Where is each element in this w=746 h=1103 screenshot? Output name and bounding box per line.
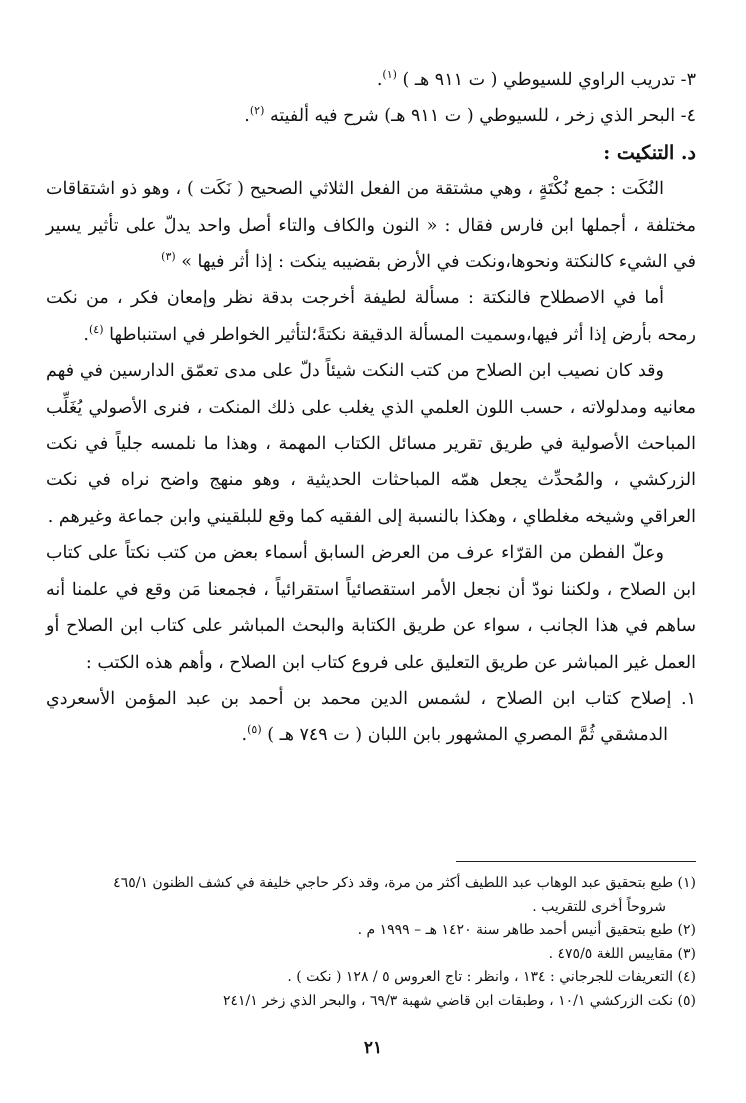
paragraph-2	[46, 280, 696, 353]
footnote-5: (٥) نكت الزركشي ١٠/١ ، وطبقات ابن قاضي شهبة ٦٩/٣ ، والبحر الذي زخر ٢٤١/١	[222, 992, 696, 1009]
paragraph-4: وعلّ الفطن من القرّاء عرف من العرض السابق أسماء بعض من كتب نكتاً على كتاب ابن الصلاح ، ولكننا نودّ أن نجعل الأمر استقصائياً استقرائياً ، فجمعنا مَن وقع في علمنا أنه ساهم في هذا الجانب ، سواء عن طريق الكتابة والبحث المباشر على كتاب ابن الصلاح أو العمل غير المباشر عن طريق التعليق على فروع كتاب ابن الصلاح ، وأهم هذه الكتب :	[46, 543, 696, 673]
footnote-2: (٢) طبع بتحقيق أنيس أحمد طاهر سنة ١٤٢٠ هـ – ١٩٩٩ م .	[357, 922, 696, 939]
list-item-1-text: ١. إصلاح كتاب ابن الصلاح ، لشمس الدين محمد بن أحمد بن عبد المؤمن الأسعردي الدمشقي ثُمَّ المصري المشهور بابن اللبان ( ت ٧٤٩ هـ )	[46, 688, 696, 746]
footnote-divider	[456, 861, 696, 862]
footnote-ref-4[interactable]: (٤)	[88, 323, 104, 337]
paragraph-3: وقد كان نصيب ابن الصلاح من كتب النكت شيئاً دلّ على مدى تعمّق الدارسين في فهم معانيه ومدلولاته ، حسب اللون العلمي الذي يغلب على ذلك المنكت ، فنرى الأصولي يُغَلِّب المباحث الأصولية في طريق تقرير مسائل الكتاب المهمة ، وهذا ما نلمسه جلياً في نكت الزركشي ، والمُحدِّث يجعل همّه المباحثات الحديثية ، وهو منهج واضح نراه في نكت العراقي وشيخه مغلطاي ، وهكذا بالنسبة إلى الفقيه كما وقع للبلقيني وابن جماعة وغيرهم .	[46, 361, 696, 527]
footnotes	[46, 872, 696, 1014]
main-text	[46, 62, 696, 754]
footnote-ref-2[interactable]: (٢)	[249, 104, 265, 118]
footnote-ref-1[interactable]: (١)	[382, 68, 397, 82]
footnote-1-continued: شروحاً أخرى للتقريب .	[532, 898, 666, 915]
list-item-3	[46, 62, 696, 98]
paragraph-1	[46, 171, 696, 280]
footnote-1: (١) طبع بتحقيق عبد الوهاب عبد اللطيف أكثر من مرة، وقد ذكر حاجي خليفة في كشف الظنون ٤٦٥/١	[113, 875, 696, 891]
list-item-3-end: .	[376, 70, 383, 90]
page-number: ٢١	[363, 1038, 383, 1058]
footnote-ref-3[interactable]: (٣)	[161, 250, 176, 264]
paragraph-2-end: .	[83, 324, 89, 345]
section-heading: د. التنكيت :	[603, 141, 696, 164]
list-item-4-end: .	[244, 106, 250, 127]
list-item-1-end: .	[241, 725, 248, 746]
list-item-3-text: ٣- تدريب الراوي للسيوطي ( ت ٩١١ هـ )	[396, 70, 696, 90]
paragraph-2-text: أما في الاصطلاح فالنكتة : مسألة لطيفة أخرجت بدقة نظر وإمعان فكر ، من نكت رمحه بأرض إذا أثر فيها،وسميت المسألة الدقيقة نكتةً؛لتأثير الخواطر في استنباطها	[46, 288, 696, 345]
list-item-4-text: ٤- البحر الذي زخر ، للسيوطي ( ت ٩١١ هـ) شرح فيه ألفيته	[264, 106, 696, 127]
list-item-1	[46, 681, 696, 754]
footnote-4: (٤) التعريفات للجرجاني : ١٣٤ ، وانظر : تاج العروس ٥ / ١٢٨ ( نكت ) .	[287, 969, 696, 986]
footnote-ref-5[interactable]: (٥)	[247, 723, 262, 737]
paragraph-1-text: النُكَت : جمع نُكْتَةٍ ، وهي مشتقة من الفعل الثلاثي الصحيح ( نَكَت ) ، وهو ذو اشتقاقات مختلفة ، أجملها ابن فارس فقال : « النون والكاف والتاء أصل واحد يدلّ على تأثير يسير في الشيء كالنكتة ونحوها،ونكت في الأرض بقضيبه ينكت : إذا أثر فيها »	[46, 179, 696, 273]
list-item-4	[46, 98, 696, 134]
footnote-3: (٣) مقاييس اللغة ٤٧٥/٥ .	[548, 945, 696, 962]
